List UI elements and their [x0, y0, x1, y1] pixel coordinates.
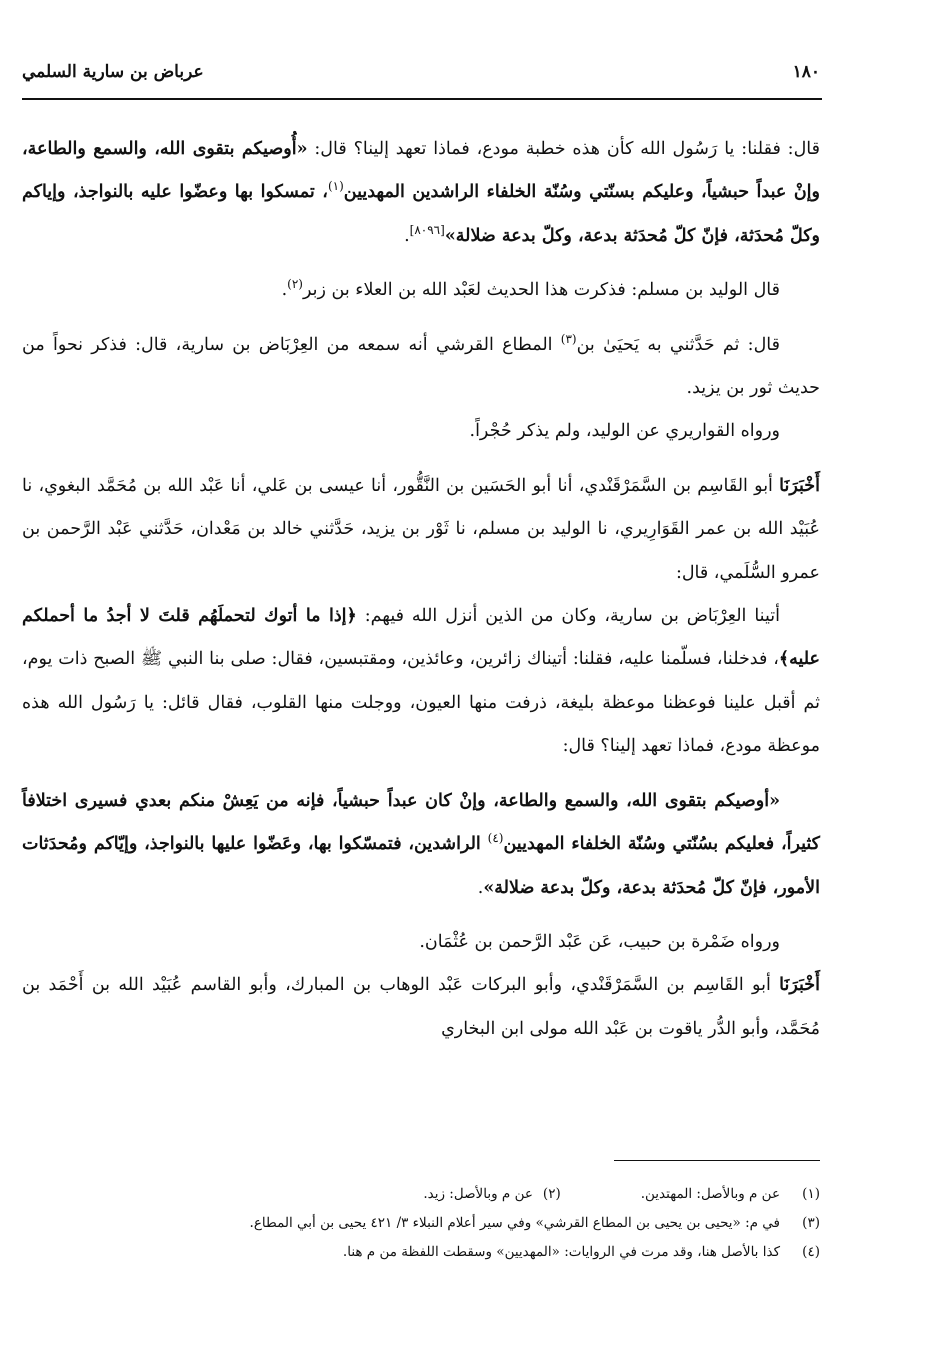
paragraph-7: «أوصيكم بتقوى الله، والسمع والطاعة، وإنْ كان عبداً حبشياً، فإنه من يَعِشْ منكم بعدي فسيرى اختلافاً كثيراً، فعليكم بسُنّتي وسُنّة الخلفاء المهديين$^{(٤)}$ الراشدين، فتمسّكوا بها، وعَضّوا عليها بالنواجذ، وإيّاكم ومُحدَثات الأمور، فإنّ كلّ مُحدَثة بدعة، وكلّ بدعة ضلالة». — [22, 790, 821, 898]
page-number: ١٨٠ — [792, 62, 820, 82]
footnote-number: (١) — [802, 1186, 820, 1202]
footnote-number: (٣) — [802, 1215, 820, 1231]
footnote-text: كذا بالأصل هنا، وقد مرت في الروايات: «المهديين» وسقطت اللفظة من م هنا. — [342, 1244, 780, 1260]
paragraph-1: قال: فقلنا: يا رَسُول الله كأن هذه خطبة مودع، فماذا تعهد إلينا؟ قال: «أُوصيكم بتقوى الله، والسمع والطاعة، وإنْ عبداً حبشياً، وعليكم بسنّتي وسُنّة الخلفاء الراشدين المهديين$^{(١)}$، تمسكوا بها وعضّوا عليه بالنواجذ، وإياكم وكلّ مُحدَثة، فإنّ كلّ مُحدَثة بدعة، وكلّ بدعة ضلالة»[٨٠٩٦]. — [22, 139, 820, 246]
footnote-rule — [614, 1160, 820, 1161]
footnote-row — [22, 1180, 820, 1209]
footnote-ref-2: (٢) — [287, 277, 303, 292]
quran-verse: ﴿إذا ما أتوك لتحملَهُم قلتَ لا أجدُ ما أحملكم عليه﴾ — [22, 606, 820, 670]
footnotes — [22, 1180, 820, 1267]
hadith-text-2: «أوصيكم بتقوى الله، والسمع والطاعة، وإنْ كان عبداً حبشياً، فإنه من يَعِشْ منكم بعدي فسيرى اختلافاً كثيراً، فعليكم بسُنّتي وسُنّة الخلفاء المهديين — [22, 790, 821, 855]
footnote-row — [22, 1238, 820, 1267]
footnote-text: في م: «يحيى بن يحيى بن المطاع القرشي» وفي سير أعلام النبلاء ٣/ ٤٢١ يحيى بن أبي المطاع. — [249, 1215, 780, 1231]
hadith-reference-number: [٨٠٩٦] — [409, 222, 445, 237]
page-header — [22, 62, 820, 82]
paragraph-5: أَخْبَرَنَا أبو القَاسِم بن السَّمَرْقَنْدي، أنا أبو الحَسَين بن النَّقُّور، أنا عيسى بن عَلي، أنا عَبْد الله بن مُحَمَّد البغوي، نا عُبَيْد الله بن عمر القَوَارِيري، نا الوليد بن مسلم، نا ثَوْر بن يزيد، حَدَّثني خالد بن مَعْدان، حَدَّثني عَبْد الرَّحمن بن عمرو السُّلَمي، قال: — [22, 475, 820, 583]
footnote-text: عن م وبالأصل: المهتدين. — [640, 1186, 780, 1202]
footnote-number: (٢) — [542, 1186, 561, 1202]
paragraph-9: أَخْبَرَنَا أبو القَاسِم بن السَّمَرْقَنْدي، وأبو البركات عَبْد الوهاب بن المبارك، وأبو القاسم عُبَيْد الله بن أَحْمَد بن مُحَمَّد، وأبو الدُّر ياقوت بن عَبْد الله مولى ابن البخاري — [22, 975, 820, 1039]
paragraph-2: قال الوليد بن مسلم: فذكرت هذا الحديث لعَبْد الله بن العلاء بن زبر$^{(٢)}$. — [281, 277, 780, 301]
paragraph-6: أتينا العِرْبَاض بن سارية، وكان من الذين أنزل الله فيهم: ﴿إذا ما أتوك لتحملَهُم قلتَ لا أجدُ ما أحملكم عليه﴾، فدخلنا، فسلّمنا عليه، فقلنا: أتيناك زائرين، وعائذين، ومقتبسين، فقال: صلى بنا النبي ﷺ الصبح ذات يوم، ثم أقبل علينا فوعظنا موعظة بليغة، ذرفت منها العيون، ووجلت منها القلوب، فقال قائل: يا رَسُول الله هذه موعظة مودع، فماذا تعهد إلينا؟ قال: — [22, 606, 820, 757]
footnote-row — [22, 1209, 820, 1238]
footnote-ref-4: (٤) — [487, 831, 504, 846]
akhbarana-word: أَخْبَرَنَا — [779, 975, 820, 996]
main-text — [22, 128, 820, 1051]
footnote-text: عن م وبالأصل: زيد. — [423, 1186, 533, 1202]
paragraph-4: ورواه القواريري عن الوليد، ولم يذكر حُجْراً. — [469, 421, 780, 442]
hadith-text-2-cont: الراشدين، فتمسّكوا بها، وعَضّوا عليها بالنواجذ، وإيّاكم ومُحدَثات الأمور، فإنّ كلّ مُحدَثة بدعة، وكلّ بدعة ضلالة» — [22, 834, 820, 898]
header-rule — [22, 98, 822, 100]
running-title: عرباض بن سارية السلمي — [22, 62, 204, 82]
footnote-ref-1: (١) — [327, 179, 344, 194]
footnote-ref-3: (٣) — [560, 331, 577, 346]
akhbarana-word: أَخْبَرَنَا — [779, 475, 820, 496]
paragraph-3: قال: ثم حَدَّثني به يَحيَىٰ بن$^{(٣)}$ المطاع القرشي أنه سمعه من العِرْبَاض بن سارية، قال: فذكر نحواً من حديث ثور بن يزيد. — [22, 331, 820, 399]
footnote-number: (٤) — [802, 1244, 820, 1260]
paragraph-8: ورواه ضَمْرة بن حبيب، عَن عَبْد الرَّحمن بن عُثْمَان. — [419, 931, 780, 952]
hadith-text: «أُوصيكم بتقوى الله، والسمع والطاعة، وإنْ عبداً حبشياً، وعليكم بسنّتي وسُنّة الخلفاء الراشدين المهديين — [22, 139, 820, 203]
hadith-text-cont: ، تمسكوا بها وعضّوا عليه بالنواجذ، وإياكم وكلّ مُحدَثة، فإنّ كلّ مُحدَثة بدعة، وكلّ بدعة ضلالة» — [22, 182, 820, 246]
